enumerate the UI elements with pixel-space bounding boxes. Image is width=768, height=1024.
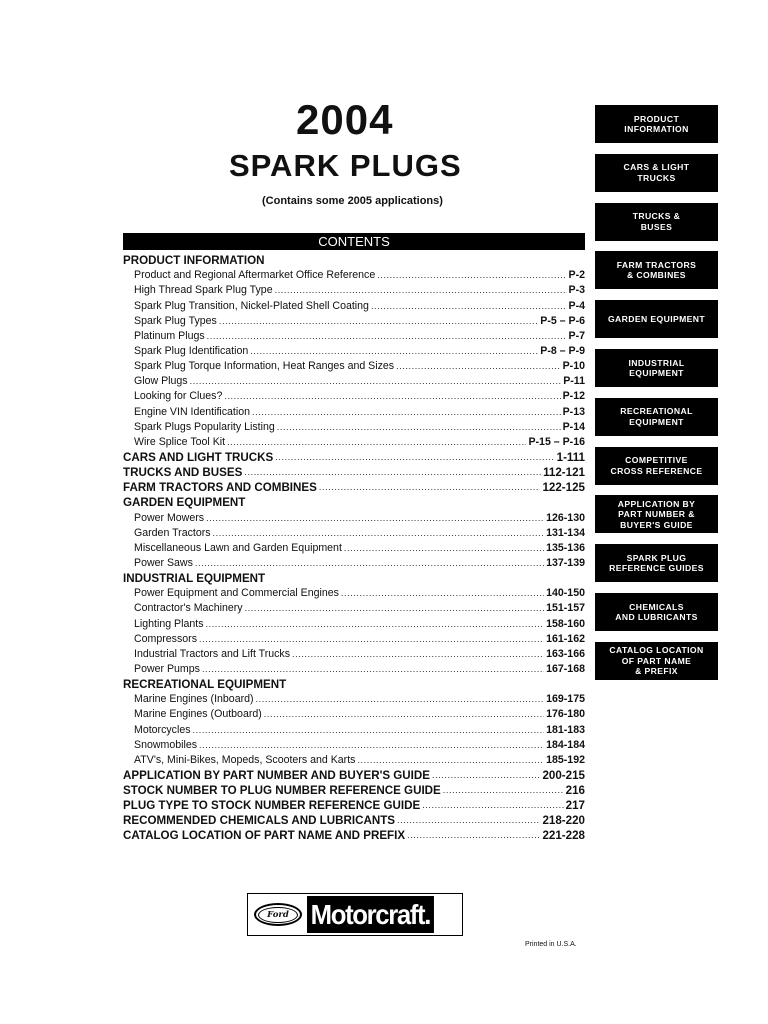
toc-leader-dots [371, 300, 567, 313]
toc-leader-dots [219, 315, 538, 328]
toc-page: 1-111 [556, 450, 585, 464]
toc-leader-dots [396, 360, 561, 373]
toc-item[interactable] [123, 525, 585, 540]
motorcraft-wordmark: Motorcraft. [307, 896, 434, 933]
toc-page: 163-166 [546, 647, 585, 660]
toc-page: 151-157 [546, 602, 585, 615]
toc-leader-dots [224, 390, 560, 403]
section-tab[interactable]: INDUSTRIAL EQUIPMENT [595, 349, 718, 387]
toc-page: P-10 [562, 360, 585, 373]
toc-leader-dots [250, 345, 538, 358]
section-tab[interactable]: CHEMICALS AND LUBRICANTS [595, 593, 718, 631]
section-tab[interactable]: RECREATIONAL EQUIPMENT [595, 398, 718, 436]
toc-leader-dots [275, 451, 554, 464]
toc-label: Marine Engines (Inboard) [134, 693, 254, 706]
toc-label: Wire Splice Tool Kit [134, 435, 226, 448]
toc-item[interactable] [123, 388, 585, 403]
toc-leader-dots [190, 375, 562, 388]
toc-leader-dots [244, 466, 541, 479]
toc-section[interactable] [123, 782, 585, 797]
toc-section[interactable] [123, 449, 585, 464]
toc-item[interactable] [123, 343, 585, 358]
toc-item[interactable] [123, 615, 585, 630]
toc-leader-dots [407, 829, 540, 842]
toc-leader-dots [193, 724, 545, 737]
toc-leader-dots [341, 587, 544, 600]
toc-leader-dots [275, 284, 567, 297]
toc-leader-dots [292, 648, 544, 661]
toc-leader-dots [264, 708, 544, 721]
toc-leader-dots [377, 269, 566, 282]
catalog-year: 2004 [296, 96, 394, 143]
section-tab[interactable]: GARDEN EQUIPMENT [595, 300, 718, 338]
toc-heading [123, 676, 585, 691]
toc-label: Industrial Tractors and Lift Trucks [134, 647, 291, 660]
toc-page: 131-134 [546, 526, 585, 539]
toc-label: Platinum Plugs [134, 329, 205, 342]
toc-label: STOCK NUMBER TO PLUG NUMBER REFERENCE GUIDE [123, 784, 441, 798]
toc-leader-dots [422, 799, 563, 812]
toc-label: Spark Plug Torque Information, Heat Ranges and Sizes [134, 360, 395, 373]
toc-label: Spark Plug Transition, Nickel-Plated Shell Coating [134, 299, 369, 312]
toc-section[interactable] [123, 479, 585, 494]
toc-item[interactable] [123, 403, 585, 418]
contents-header: CONTENTS [123, 233, 585, 250]
toc-label: PLUG TYPE TO STOCK NUMBER REFERENCE GUIDE [123, 799, 421, 813]
catalog-title: SPARK PLUGS [229, 148, 462, 183]
toc-label: Glow Plugs [134, 375, 188, 388]
toc-item[interactable] [123, 691, 585, 706]
toc-page: P-13 [562, 405, 585, 418]
toc-item[interactable] [123, 373, 585, 388]
toc-label: Compressors [134, 632, 197, 645]
toc-page: P-2 [568, 269, 585, 282]
toc-page: 184-184 [546, 738, 585, 751]
toc-leader-dots [245, 602, 545, 615]
toc-page: 169-175 [546, 693, 585, 706]
toc-heading [123, 570, 585, 585]
toc-leader-dots [195, 557, 544, 570]
toc-label: High Thread Spark Plug Type [134, 284, 273, 297]
toc-page: 135-136 [546, 541, 585, 554]
toc-label: GARDEN EQUIPMENT [123, 496, 246, 510]
toc-leader-dots [207, 330, 567, 343]
toc-item[interactable] [123, 646, 585, 661]
printed-in-note: Printed in U.S.A. [525, 941, 577, 948]
toc-item[interactable] [123, 706, 585, 721]
toc-section[interactable] [123, 464, 585, 479]
toc-page: 217 [565, 799, 585, 813]
toc-page: P-7 [568, 329, 585, 342]
toc-page: 122-125 [542, 481, 585, 495]
toc-label: Looking for Clues? [134, 390, 223, 403]
toc-leader-dots [199, 633, 544, 646]
toc-label: Spark Plug Identification [134, 344, 249, 357]
section-tab[interactable]: CATALOG LOCATION OF PART NAME & PREFIX [595, 642, 718, 680]
toc-leader-dots [206, 512, 544, 525]
toc-leader-dots [277, 421, 561, 434]
toc-page: 176-180 [546, 708, 585, 721]
toc-page: P-15 – P-16 [528, 435, 585, 448]
toc-leader-dots [344, 542, 544, 555]
toc-leader-dots [227, 436, 526, 449]
toc-item[interactable] [123, 358, 585, 373]
toc-label: Engine VIN Identification [134, 405, 251, 418]
toc-heading [123, 494, 585, 509]
toc-label: Power Mowers [134, 511, 205, 524]
toc-label: INDUSTRIAL EQUIPMENT [123, 572, 266, 586]
toc-label: RECOMMENDED CHEMICALS AND LUBRICANTS [123, 814, 396, 828]
toc-leader-dots [252, 406, 561, 419]
toc-label: Power Equipment and Commercial Engines [134, 587, 339, 600]
toc-label: FARM TRACTORS AND COMBINES [123, 481, 317, 495]
section-tab[interactable]: PRODUCT INFORMATION [595, 105, 718, 143]
toc-leader-dots [319, 481, 541, 494]
section-tab[interactable]: TRUCKS & BUSES [595, 203, 718, 241]
toc-label: Garden Tractors [134, 526, 211, 539]
toc-item[interactable] [123, 267, 585, 282]
toc-leader-dots [397, 814, 540, 827]
toc-page: 200-215 [542, 768, 585, 782]
section-tab[interactable]: SPARK PLUG REFERENCE GUIDES [595, 544, 718, 582]
toc-label: PRODUCT INFORMATION [123, 254, 265, 268]
toc-label: Power Saws [134, 556, 193, 569]
toc-page: P-4 [568, 299, 585, 312]
ford-oval-text: Ford [258, 907, 298, 923]
toc-item[interactable] [123, 297, 585, 312]
toc-page: P-3 [568, 284, 585, 297]
toc-page: 126-130 [546, 511, 585, 524]
toc-item[interactable] [123, 600, 585, 615]
toc-section[interactable] [123, 797, 585, 812]
toc-heading [123, 252, 585, 267]
toc-page: 221-228 [542, 829, 585, 843]
section-tab[interactable]: APPLICATION BY PART NUMBER & BUYER'S GUIDE [595, 495, 718, 533]
toc-label: RECREATIONAL EQUIPMENT [123, 678, 287, 692]
toc-item[interactable] [123, 434, 585, 449]
toc-label: Motorcycles [134, 723, 191, 736]
toc-item[interactable] [123, 721, 585, 736]
toc-page: P-11 [563, 375, 585, 388]
toc-page: P-8 – P-9 [540, 344, 585, 357]
toc-label: TRUCKS AND BUSES [123, 466, 243, 480]
toc-page: 185-192 [546, 753, 585, 766]
section-tab[interactable]: FARM TRACTORS & COMBINES [595, 251, 718, 289]
toc-page: 137-139 [546, 556, 585, 569]
toc-label: Product and Regional Aftermarket Office Reference [134, 269, 376, 282]
toc-item[interactable] [123, 509, 585, 524]
toc-label: CATALOG LOCATION OF PART NAME AND PREFIX [123, 829, 406, 843]
toc-leader-dots [206, 618, 545, 631]
toc-label: Power Pumps [134, 662, 200, 675]
toc-label: Spark Plug Types [134, 314, 217, 327]
motorcraft-logo [247, 893, 463, 936]
toc-item[interactable] [123, 419, 585, 434]
table-of-contents [123, 252, 585, 842]
toc-section[interactable] [123, 827, 585, 842]
toc-label: Snowmobiles [134, 738, 198, 751]
toc-leader-dots [202, 663, 544, 676]
toc-item[interactable] [123, 555, 585, 570]
toc-item[interactable] [123, 328, 585, 343]
toc-page: 140-150 [546, 587, 585, 600]
toc-item[interactable] [123, 752, 585, 767]
toc-page: P-5 – P-6 [540, 314, 585, 327]
catalog-subtitle: (Contains some 2005 applications) [262, 195, 443, 207]
toc-label: Miscellaneous Lawn and Garden Equipment [134, 541, 342, 554]
toc-label: ATV's, Mini-Bikes, Mopeds, Scooters and Karts [134, 753, 356, 766]
toc-item[interactable] [123, 737, 585, 752]
toc-page: 167-168 [546, 662, 585, 675]
toc-label: Lighting Plants [134, 617, 204, 630]
toc-leader-dots [357, 754, 544, 767]
ford-oval-logo [254, 903, 302, 926]
toc-label: CARS AND LIGHT TRUCKS [123, 450, 274, 464]
section-tab[interactable]: CARS & LIGHT TRUCKS [595, 154, 718, 192]
toc-label: APPLICATION BY PART NUMBER AND BUYER'S GUIDE [123, 768, 431, 782]
toc-page: 158-160 [546, 617, 585, 630]
toc-leader-dots [256, 693, 545, 706]
toc-page: 216 [565, 784, 585, 798]
toc-leader-dots [443, 784, 564, 797]
toc-item[interactable] [123, 631, 585, 646]
toc-page: 112-121 [543, 466, 585, 480]
toc-label: Contractor's Machinery [134, 602, 243, 615]
toc-page: P-14 [562, 420, 585, 433]
toc-item[interactable] [123, 661, 585, 676]
toc-page: 161-162 [546, 632, 585, 645]
toc-label: Spark Plugs Popularity Listing [134, 420, 275, 433]
toc-item[interactable] [123, 313, 585, 328]
toc-leader-dots [213, 527, 545, 540]
toc-leader-dots [432, 769, 540, 782]
toc-page: 218-220 [542, 814, 585, 828]
toc-item[interactable] [123, 585, 585, 600]
toc-item[interactable] [123, 540, 585, 555]
toc-label: Marine Engines (Outboard) [134, 708, 262, 721]
toc-item[interactable] [123, 282, 585, 297]
toc-page: 181-183 [546, 723, 585, 736]
toc-section[interactable] [123, 767, 585, 782]
toc-leader-dots [199, 739, 544, 752]
toc-section[interactable] [123, 812, 585, 827]
section-tab[interactable]: COMPETITIVE CROSS REFERENCE [595, 447, 718, 485]
toc-page: P-12 [562, 390, 585, 403]
